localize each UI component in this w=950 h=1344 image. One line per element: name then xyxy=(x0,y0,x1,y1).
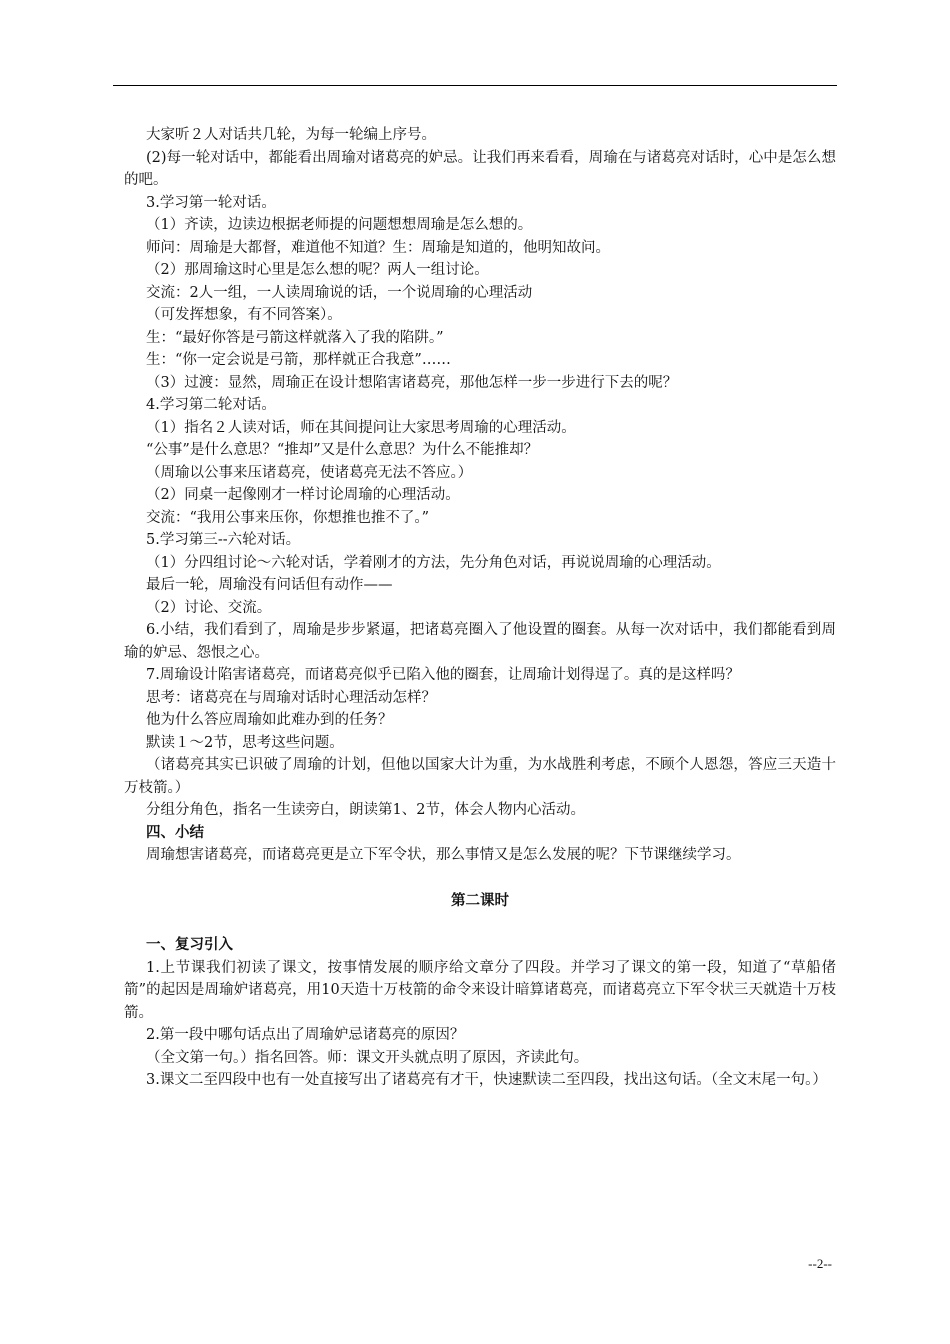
paragraph: 交流：“我用公事来压你，你想推也推不了。” xyxy=(146,509,430,526)
paragraph: （3）过渡：显然，周瑜正在设计想陷害诸葛亮，那他怎样一步一步进行下去的呢？ xyxy=(146,374,678,391)
paragraph: （2）讨论、交流。 xyxy=(146,599,272,616)
paragraph: （1）齐读，边读边根据老师提的问题想想周瑜是怎么想的。 xyxy=(146,217,533,233)
paragraph: （诸葛亮其实已识破了周瑜的计划，但他以国家大计为重，为水战胜利考虑，不顾个人恩怨，答应三天造十万枝箭。） xyxy=(124,757,836,796)
paragraph: （1）指名２人读对话，师在其间提问让大家思考周瑜的心理活动。 xyxy=(146,419,576,436)
paragraph: 分组分角色，指名一生读旁白，朗读第1、2节，体会人物内心活动。 xyxy=(146,802,585,818)
paragraph: 1.上节课我们初读了课文，按事情发展的顺序给文章分了四段。并学习了课文的第一段，知道了“草船偖箭”的起因是周瑜妒诸葛亮，用10天造十万枝箭的命令来设计暗算诸葛亮，而诸葛亮立下军令状三天就造十万枝箭。 xyxy=(124,959,836,1021)
paragraph: 师问：周瑜是大都督，难道他不知道？生：周瑜是知道的，他明知故问。 xyxy=(146,239,610,256)
paragraph: 4.学习第二轮对话。 xyxy=(146,397,276,413)
header-rule xyxy=(113,85,837,86)
paragraph: （1）分四组讨论～六轮对话，学着刚才的方法，先分角色对话，再说说周瑜的心理活动。 xyxy=(146,554,721,571)
paragraph: 默读１～2节，思考这些问题。 xyxy=(146,734,344,751)
paragraph: 交流：2人一组，一人读周瑜说的话，一个说周瑜的心理活动 xyxy=(146,284,533,301)
section-heading: 一、复习引入 xyxy=(146,936,233,953)
paragraph: （2）那周瑜这时心里是怎么想的呢？两人一组讨论。 xyxy=(146,262,489,278)
paragraph: 最后一轮，周瑜没有问话但有动作—— xyxy=(146,577,393,593)
paragraph: (2)每一轮对话中，都能看出周瑜对诸葛亮的妒忌。让我们再来看看，周瑜在与诸葛亮对话时，心中是怎么想的吧。 xyxy=(124,149,836,188)
paragraph: （可发挥想象，有不同答案）。 xyxy=(146,307,342,323)
paragraph: 6.小结，我们看到了，周瑜是步步紧逼，把诸葛亮圈入了他设置的圈套。从每一次对话中，我们都能看到周瑜的妒忌、怨恨之心。 xyxy=(124,622,836,661)
paragraph: （周瑜以公事来压诸葛亮，使诸葛亮无法不答应。） xyxy=(146,464,473,481)
paragraph: “公事”是什么意思？“推却”又是什么意思？为什么不能推却？ xyxy=(146,442,539,458)
paragraph: 生：“最好你答是弓箭这样就落入了我的陷阱。” xyxy=(146,329,444,346)
paragraph: 思考：诸葛亮在与周瑜对话时心理活动怎样？ xyxy=(146,689,436,706)
paragraph: 3.课文二至四段中也有一处直接写出了诸葛亮有才干，快速默读二至四段，找出这句话。（全文末尾一句。） xyxy=(146,1072,827,1088)
paragraph: 5.学习第三--六轮对话。 xyxy=(146,532,301,548)
paragraph: 他为什么答应周瑜如此难办到的任务？ xyxy=(146,712,393,728)
paragraph: 大家听２人对话共几轮，为每一轮编上序号。 xyxy=(146,127,436,143)
paragraph: 生：“你一定会说是弓箭，那样就正合我意”…… xyxy=(146,352,451,368)
paragraph: 2.第一段中哪句话点出了周瑜妒忌诸葛亮的原因？ xyxy=(146,1027,465,1043)
section-heading: 四、小结 xyxy=(146,823,204,841)
paragraph: （2）同桌一起像刚才一样讨论周瑜的心理活动。 xyxy=(146,487,460,503)
lesson-part-two xyxy=(124,934,836,1092)
page-number: --2-- xyxy=(808,1256,832,1271)
paragraph: 7.周瑜设计陷害诸葛亮，而诸葛亮似乎已陷入他的圈套，让周瑜计划得逞了。真的是这样吗？ xyxy=(146,667,740,683)
lesson-part-one xyxy=(124,124,836,867)
document-body xyxy=(124,124,836,1092)
section-title: 第二课时 xyxy=(451,891,509,909)
paragraph: 3.学习第一轮对话。 xyxy=(146,194,276,211)
paragraph: （全文第一句。）指名回答。师：课文开头就点明了原因，齐读此句。 xyxy=(146,1049,589,1066)
paragraph: 周瑜想害诸葛亮，而诸葛亮更是立下军令状，那么事情又是怎么发展的呢？下节课继续学习。 xyxy=(146,847,741,863)
